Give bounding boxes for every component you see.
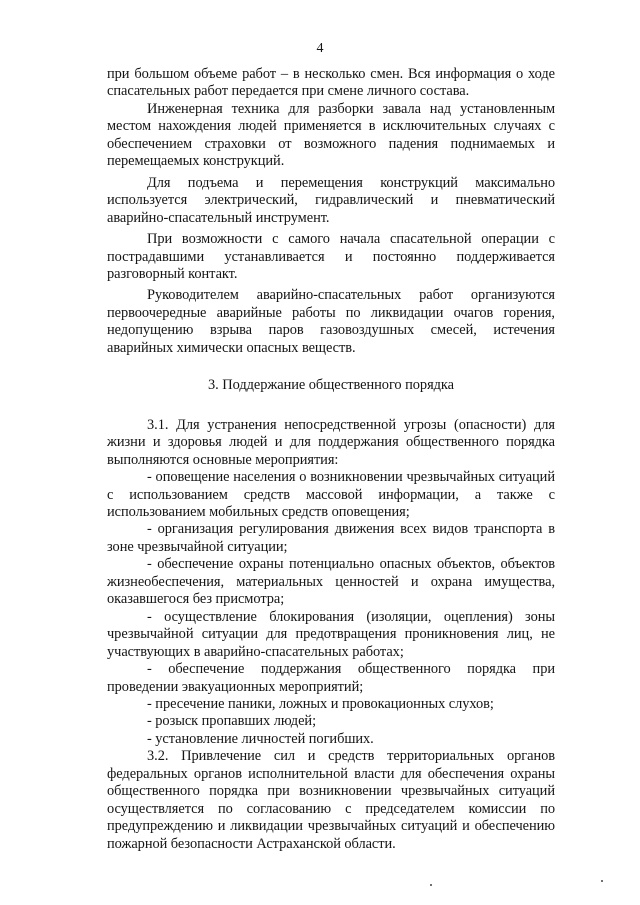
measure-item: - обеспечение охраны потенциально опасных объектов, объектов жизнеобеспечения, материальных ценностей и охрана имущества, оказавшегося без присмотра;: [107, 556, 555, 608]
scan-speck: [430, 884, 432, 886]
measure-item: - пресечение паники, ложных и провокационных слухов;: [147, 695, 494, 712]
measure-item: - организация регулирования движения всех видов транспорта в зоне чрезвычайной ситуации;: [107, 521, 555, 555]
page-number: 4: [316, 41, 324, 56]
measure-item: - осуществление блокирования (изоляции, оцепления) зоны чрезвычайной ситуации для предотвращения проникновения лиц, не участвующих в аварийно-спасательных работах;: [107, 608, 555, 660]
measure-item: - обеспечение поддержания общественного порядка при проведении эвакуационных мероприятий;: [107, 661, 555, 695]
measure-item: - оповещение населения о возникновении чрезвычайных ситуаций с использованием средств массовой информации, а также с использованием мобильных средств оповещения;: [107, 469, 555, 520]
section-final-paragraph: 3.2. Привлечение сил и средств территориальных органов федеральных органов исполнительной власти для обеспечения охраны общественного порядка при возникновении чрезвычайных ситуаций осуществляется по согласованию с председателем комиссии по предупреждению и ликвидации чрезвычайных ситуаций и обеспечению пожарной безопасности Астраханской области.: [107, 748, 555, 852]
scan-speck: [601, 880, 603, 882]
paragraph-engineering: Инженерная техника для разборки завала над установленным местом нахождения людей применяется в исключительных случаях с обеспечением страховки от возможного падения поднимаемых и перемещаемых конструкций.: [107, 100, 555, 170]
paragraph-tools: Для подъема и перемещения конструкций максимально используется электрический, гидравлический и пневматический аварийно-спасательный инструмент.: [107, 174, 555, 226]
document-body: [107, 66, 555, 853]
paragraph-priority-works: Руководителем аварийно-спасательных работ организуются первоочередные аварийные работы по ликвидации очагов горения, недопущению взрыва паров газовоздушных смесей, истечения аварийных химически опасных веществ.: [107, 287, 555, 356]
measure-item: - розыск пропавших людей;: [147, 713, 317, 730]
paragraph-continuation: при большом объеме работ – в несколько смен. Вся информация о ходе спасательных работ передается при смене личного состава.: [107, 66, 555, 100]
section-heading: 3. Поддержание общественного порядка: [208, 377, 454, 394]
measure-item: - установление личностей погибших.: [147, 730, 374, 747]
paragraph-contact: При возможности с самого начала спасательной операции с пострадавшими устанавливается и постоянно поддерживается разговорный контакт.: [107, 231, 555, 282]
section-intro: 3.1. Для устранения непосредственной угрозы (опасности) для жизни и здоровья людей и для поддержания общественного порядка выполняются основные мероприятия:: [107, 416, 555, 468]
